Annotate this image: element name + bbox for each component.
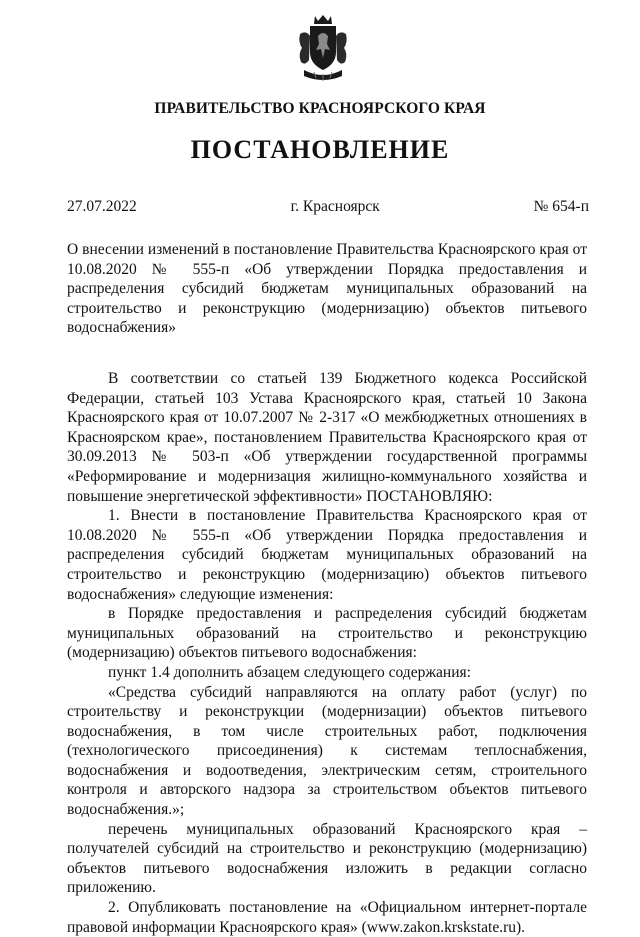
document-body xyxy=(67,369,587,937)
body-paragraph-list: перечень муниципальных образований Красноярского края – получателей субсидий на строительство и реконструкцию (модернизацию) объектов питьевого водоснабжения изложить в редакции согласно приложению. xyxy=(67,820,587,897)
document-date: 27.07.2022 xyxy=(67,198,137,215)
body-paragraph-quote: «Средства субсидий направляются на оплату работ (услуг) по строительству и реконструкции (модернизации) объектов питьевого водоснабжения, в том числе строительных работ, подключения (технологического присоединения) к системам теплоснабжения, водоснабжения и водоотведения, электрическим сетям, строительного контроля и авторского надзора за строительством объектов питьевого водоснабжения.»; xyxy=(67,683,587,819)
document-type-title: ПОСТАНОВЛЕНИЕ xyxy=(190,135,450,164)
document-subject: О внесении изменений в постановление Правительства Красноярского края от 10.08.2020 № 555-п «Об утверждении Порядка предоставления и распределения субсидий бюджетам муниципальных образований на строительство и реконструкцию (модернизацию) объектов питьевого водоснабжения» xyxy=(67,241,587,337)
document-number: № 654-п xyxy=(533,198,589,215)
document-meta-row xyxy=(67,198,589,216)
body-paragraph-clause: пункт 1.4 дополнить абзацем следующего содержания: xyxy=(108,663,471,681)
body-paragraph-item-2: 2. Опубликовать постановление на «Официальном интернет-портале правовой информации Красноярского края» (www.zakon.krskstate.ru). xyxy=(67,899,587,936)
document-city: г. Красноярск xyxy=(290,198,380,215)
body-paragraph-item-1: 1. Внести в постановление Правительства Красноярского края от 10.08.2020 № 555-п «Об утверждении Порядка предоставления и распределения субсидий бюджетам муниципальных образований на строительство и реконструкцию (модернизацию) объектов питьевого водоснабжения» следующие изменения: xyxy=(67,507,587,603)
krasnoyarsk-coat-of-arms-icon xyxy=(296,14,350,84)
body-paragraph-order: в Порядке предоставления и распределения субсидий бюджетам муниципальных образований на строительство и реконструкцию (модернизацию) объектов питьевого водоснабжения: xyxy=(67,605,587,662)
government-name: ПРАВИТЕЛЬСТВО КРАСНОЯРСКОГО КРАЯ xyxy=(154,100,486,117)
body-paragraph-preamble: В соответствии со статьей 139 Бюджетного кодекса Российской Федерации, статьей 103 Устава Красноярского края, статьей 10 Закона Красноярского края от 10.07.2007 № 2-317 «О межбюджетных отношениях в Красноярском крае», постановлением Правительства Красноярского края от 30.09.2013 № 503-п «Об утверждении государственной программы «Реформирование и модернизация жилищно-коммунального хозяйства и повышение энергетической эффективности» ПОСТАНОВЛЯЮ: xyxy=(67,370,587,505)
